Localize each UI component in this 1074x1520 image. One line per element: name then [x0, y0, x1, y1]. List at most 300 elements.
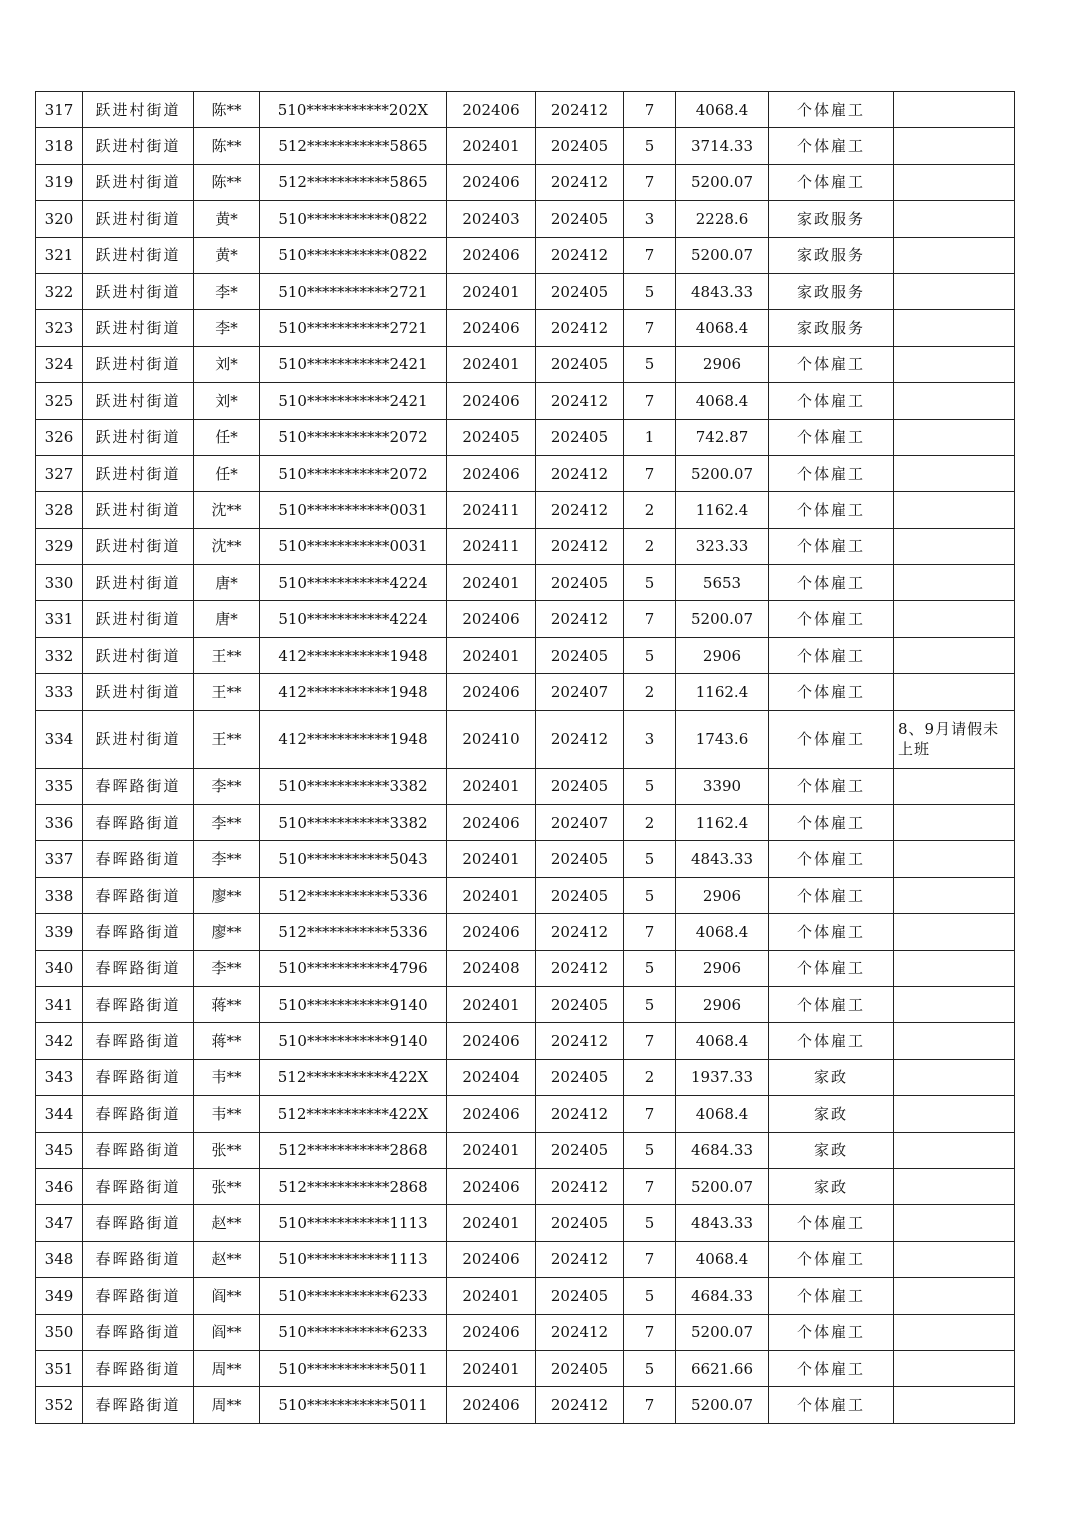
note-cell [894, 1168, 1015, 1204]
street-cell: 跃进村街道 [83, 492, 194, 528]
note-cell [894, 92, 1015, 128]
row-number-cell: 317 [36, 92, 83, 128]
table-row [36, 710, 1015, 768]
end-month-cell: 202412 [536, 92, 624, 128]
start-month-cell: 202401 [447, 768, 536, 804]
name-cell: 李** [194, 805, 260, 841]
end-month-cell: 202412 [536, 1168, 624, 1204]
end-month-cell: 202405 [536, 1350, 624, 1386]
street-cell: 跃进村街道 [83, 92, 194, 128]
end-month-cell: 202412 [536, 601, 624, 637]
id-number-cell: 412***********1948 [260, 637, 447, 673]
job-type-cell: 个体雇工 [769, 1314, 894, 1350]
name-cell: 周** [194, 1350, 260, 1386]
end-month-cell: 202412 [536, 710, 624, 768]
note-cell [894, 877, 1015, 913]
months-count-cell: 5 [624, 1132, 676, 1168]
table-row [36, 1278, 1015, 1314]
table-row [36, 273, 1015, 309]
id-number-cell: 510***********6233 [260, 1314, 447, 1350]
end-month-cell: 202412 [536, 237, 624, 273]
id-number-cell: 512***********2868 [260, 1132, 447, 1168]
end-month-cell: 202412 [536, 1241, 624, 1277]
street-cell: 春晖路街道 [83, 805, 194, 841]
street-cell: 春晖路街道 [83, 1023, 194, 1059]
months-count-cell: 7 [624, 1314, 676, 1350]
months-count-cell: 7 [624, 455, 676, 491]
note-cell [894, 237, 1015, 273]
row-number-cell: 318 [36, 128, 83, 164]
table-row [36, 1168, 1015, 1204]
id-number-cell: 510***********9140 [260, 1023, 447, 1059]
row-number-cell: 344 [36, 1096, 83, 1132]
table-row [36, 805, 1015, 841]
table-row [36, 164, 1015, 200]
amount-cell: 5653 [676, 565, 769, 601]
months-count-cell: 5 [624, 1205, 676, 1241]
start-month-cell: 202406 [447, 805, 536, 841]
start-month-cell: 202406 [447, 1314, 536, 1350]
amount-cell: 5200.07 [676, 1168, 769, 1204]
months-count-cell: 3 [624, 710, 676, 768]
amount-cell: 4068.4 [676, 1023, 769, 1059]
street-cell: 春晖路街道 [83, 841, 194, 877]
start-month-cell: 202401 [447, 565, 536, 601]
start-month-cell: 202406 [447, 455, 536, 491]
months-count-cell: 5 [624, 128, 676, 164]
amount-cell: 5200.07 [676, 1387, 769, 1423]
table-row [36, 1096, 1015, 1132]
table-row [36, 1132, 1015, 1168]
start-month-cell: 202406 [447, 164, 536, 200]
start-month-cell: 202401 [447, 877, 536, 913]
months-count-cell: 3 [624, 201, 676, 237]
amount-cell: 5200.07 [676, 164, 769, 200]
name-cell: 廖** [194, 914, 260, 950]
street-cell: 跃进村街道 [83, 565, 194, 601]
id-number-cell: 512***********5336 [260, 914, 447, 950]
name-cell: 李** [194, 950, 260, 986]
row-number-cell: 350 [36, 1314, 83, 1350]
row-number-cell: 336 [36, 805, 83, 841]
name-cell: 廖** [194, 877, 260, 913]
street-cell: 跃进村街道 [83, 164, 194, 200]
row-number-cell: 320 [36, 201, 83, 237]
start-month-cell: 202401 [447, 346, 536, 382]
street-cell: 春晖路街道 [83, 1059, 194, 1095]
job-type-cell: 个体雇工 [769, 805, 894, 841]
job-type-cell: 个体雇工 [769, 128, 894, 164]
note-cell [894, 1387, 1015, 1423]
street-cell: 跃进村街道 [83, 637, 194, 673]
name-cell: 李* [194, 310, 260, 346]
name-cell: 周** [194, 1387, 260, 1423]
note-cell [894, 1132, 1015, 1168]
name-cell: 韦** [194, 1096, 260, 1132]
start-month-cell: 202401 [447, 1350, 536, 1386]
id-number-cell: 510***********2072 [260, 419, 447, 455]
note-cell [894, 1350, 1015, 1386]
end-month-cell: 202405 [536, 841, 624, 877]
months-count-cell: 5 [624, 841, 676, 877]
job-type-cell: 家政服务 [769, 310, 894, 346]
months-count-cell: 7 [624, 310, 676, 346]
start-month-cell: 202401 [447, 1205, 536, 1241]
street-cell: 春晖路街道 [83, 1168, 194, 1204]
amount-cell: 4068.4 [676, 914, 769, 950]
note-cell [894, 419, 1015, 455]
note-cell [894, 492, 1015, 528]
street-cell: 跃进村街道 [83, 128, 194, 164]
table-row [36, 1059, 1015, 1095]
street-cell: 跃进村街道 [83, 601, 194, 637]
table-row [36, 1387, 1015, 1423]
table-row [36, 419, 1015, 455]
amount-cell: 4068.4 [676, 92, 769, 128]
months-count-cell: 2 [624, 528, 676, 564]
table-row [36, 1350, 1015, 1386]
row-number-cell: 337 [36, 841, 83, 877]
months-count-cell: 7 [624, 1168, 676, 1204]
start-month-cell: 202401 [447, 986, 536, 1022]
job-type-cell: 个体雇工 [769, 601, 894, 637]
id-number-cell: 510***********9140 [260, 986, 447, 1022]
months-count-cell: 7 [624, 601, 676, 637]
job-type-cell: 个体雇工 [769, 841, 894, 877]
end-month-cell: 202412 [536, 1314, 624, 1350]
row-number-cell: 339 [36, 914, 83, 950]
id-number-cell: 512***********5336 [260, 877, 447, 913]
note-cell [894, 950, 1015, 986]
name-cell: 陈** [194, 128, 260, 164]
street-cell: 春晖路街道 [83, 1278, 194, 1314]
start-month-cell: 202406 [447, 1387, 536, 1423]
row-number-cell: 334 [36, 710, 83, 768]
end-month-cell: 202405 [536, 419, 624, 455]
amount-cell: 5200.07 [676, 601, 769, 637]
note-cell [894, 674, 1015, 710]
street-cell: 春晖路街道 [83, 1132, 194, 1168]
table-row [36, 914, 1015, 950]
table-row [36, 601, 1015, 637]
amount-cell: 3714.33 [676, 128, 769, 164]
table-row [36, 346, 1015, 382]
note-cell [894, 1059, 1015, 1095]
row-number-cell: 349 [36, 1278, 83, 1314]
amount-cell: 4843.33 [676, 841, 769, 877]
street-cell: 跃进村街道 [83, 310, 194, 346]
months-count-cell: 5 [624, 565, 676, 601]
months-count-cell: 7 [624, 237, 676, 273]
start-month-cell: 202403 [447, 201, 536, 237]
id-number-cell: 510***********0031 [260, 528, 447, 564]
end-month-cell: 202412 [536, 1096, 624, 1132]
row-number-cell: 345 [36, 1132, 83, 1168]
id-number-cell: 510***********3382 [260, 805, 447, 841]
table-row [36, 565, 1015, 601]
months-count-cell: 2 [624, 805, 676, 841]
job-type-cell: 个体雇工 [769, 768, 894, 804]
end-month-cell: 202412 [536, 914, 624, 950]
months-count-cell: 7 [624, 1241, 676, 1277]
note-cell [894, 841, 1015, 877]
amount-cell: 1937.33 [676, 1059, 769, 1095]
start-month-cell: 202405 [447, 419, 536, 455]
note-cell [894, 601, 1015, 637]
row-number-cell: 347 [36, 1205, 83, 1241]
name-cell: 赵** [194, 1241, 260, 1277]
note-cell [894, 1205, 1015, 1241]
end-month-cell: 202412 [536, 492, 624, 528]
street-cell: 春晖路街道 [83, 950, 194, 986]
name-cell: 阎** [194, 1314, 260, 1350]
job-type-cell: 家政服务 [769, 237, 894, 273]
id-number-cell: 412***********1948 [260, 674, 447, 710]
start-month-cell: 202406 [447, 310, 536, 346]
amount-cell: 742.87 [676, 419, 769, 455]
table-row [36, 1241, 1015, 1277]
months-count-cell: 7 [624, 164, 676, 200]
months-count-cell: 2 [624, 674, 676, 710]
months-count-cell: 1 [624, 419, 676, 455]
start-month-cell: 202406 [447, 1168, 536, 1204]
start-month-cell: 202401 [447, 637, 536, 673]
job-type-cell: 家政 [769, 1096, 894, 1132]
note-cell [894, 528, 1015, 564]
street-cell: 跃进村街道 [83, 383, 194, 419]
job-type-cell: 个体雇工 [769, 565, 894, 601]
job-type-cell: 个体雇工 [769, 1023, 894, 1059]
street-cell: 跃进村街道 [83, 528, 194, 564]
row-number-cell: 351 [36, 1350, 83, 1386]
table-row [36, 768, 1015, 804]
row-number-cell: 328 [36, 492, 83, 528]
start-month-cell: 202406 [447, 92, 536, 128]
row-number-cell: 341 [36, 986, 83, 1022]
start-month-cell: 202401 [447, 1278, 536, 1314]
note-cell [894, 273, 1015, 309]
name-cell: 任* [194, 455, 260, 491]
row-number-cell: 329 [36, 528, 83, 564]
months-count-cell: 5 [624, 1350, 676, 1386]
end-month-cell: 202405 [536, 565, 624, 601]
name-cell: 王** [194, 710, 260, 768]
row-number-cell: 319 [36, 164, 83, 200]
id-number-cell: 510***********1113 [260, 1241, 447, 1277]
end-month-cell: 202405 [536, 128, 624, 164]
row-number-cell: 346 [36, 1168, 83, 1204]
months-count-cell: 5 [624, 1278, 676, 1314]
street-cell: 跃进村街道 [83, 237, 194, 273]
note-cell [894, 768, 1015, 804]
start-month-cell: 202410 [447, 710, 536, 768]
id-number-cell: 512***********422X [260, 1096, 447, 1132]
job-type-cell: 个体雇工 [769, 914, 894, 950]
table-row [36, 528, 1015, 564]
row-number-cell: 330 [36, 565, 83, 601]
id-number-cell: 512***********5865 [260, 128, 447, 164]
table-row [36, 986, 1015, 1022]
table-row [36, 237, 1015, 273]
start-month-cell: 202406 [447, 1023, 536, 1059]
end-month-cell: 202405 [536, 201, 624, 237]
table-row [36, 1023, 1015, 1059]
id-number-cell: 510***********2721 [260, 310, 447, 346]
amount-cell: 1743.6 [676, 710, 769, 768]
end-month-cell: 202405 [536, 1059, 624, 1095]
street-cell: 春晖路街道 [83, 1350, 194, 1386]
job-type-cell: 家政服务 [769, 201, 894, 237]
amount-cell: 4684.33 [676, 1132, 769, 1168]
row-number-cell: 335 [36, 768, 83, 804]
note-cell [894, 914, 1015, 950]
id-number-cell: 510***********2072 [260, 455, 447, 491]
id-number-cell: 510***********202X [260, 92, 447, 128]
job-type-cell: 个体雇工 [769, 986, 894, 1022]
job-type-cell: 个体雇工 [769, 383, 894, 419]
job-type-cell: 个体雇工 [769, 164, 894, 200]
amount-cell: 1162.4 [676, 805, 769, 841]
id-number-cell: 510***********2721 [260, 273, 447, 309]
amount-cell: 5200.07 [676, 237, 769, 273]
name-cell: 刘* [194, 383, 260, 419]
amount-cell: 323.33 [676, 528, 769, 564]
street-cell: 跃进村街道 [83, 346, 194, 382]
job-type-cell: 家政 [769, 1059, 894, 1095]
end-month-cell: 202405 [536, 986, 624, 1022]
row-number-cell: 324 [36, 346, 83, 382]
name-cell: 阎** [194, 1278, 260, 1314]
table-row [36, 1205, 1015, 1241]
job-type-cell: 个体雇工 [769, 1241, 894, 1277]
street-cell: 春晖路街道 [83, 877, 194, 913]
note-cell [894, 383, 1015, 419]
end-month-cell: 202412 [536, 528, 624, 564]
months-count-cell: 5 [624, 877, 676, 913]
job-type-cell: 个体雇工 [769, 710, 894, 768]
street-cell: 跃进村街道 [83, 455, 194, 491]
id-number-cell: 412***********1948 [260, 710, 447, 768]
table-row [36, 841, 1015, 877]
months-count-cell: 5 [624, 986, 676, 1022]
id-number-cell: 510***********4796 [260, 950, 447, 986]
id-number-cell: 510***********4224 [260, 601, 447, 637]
start-month-cell: 202406 [447, 1241, 536, 1277]
row-number-cell: 321 [36, 237, 83, 273]
name-cell: 李* [194, 273, 260, 309]
roster-body [36, 92, 1015, 1424]
note-cell [894, 805, 1015, 841]
table-row [36, 455, 1015, 491]
job-type-cell: 个体雇工 [769, 346, 894, 382]
row-number-cell: 327 [36, 455, 83, 491]
row-number-cell: 333 [36, 674, 83, 710]
table-row [36, 310, 1015, 346]
end-month-cell: 202405 [536, 768, 624, 804]
amount-cell: 4068.4 [676, 383, 769, 419]
amount-cell: 2906 [676, 637, 769, 673]
name-cell: 陈** [194, 164, 260, 200]
id-number-cell: 512***********422X [260, 1059, 447, 1095]
job-type-cell: 个体雇工 [769, 637, 894, 673]
job-type-cell: 个体雇工 [769, 92, 894, 128]
name-cell: 唐* [194, 601, 260, 637]
table-row [36, 383, 1015, 419]
amount-cell: 5200.07 [676, 1314, 769, 1350]
row-number-cell: 340 [36, 950, 83, 986]
end-month-cell: 202405 [536, 346, 624, 382]
table-row [36, 674, 1015, 710]
job-type-cell: 家政服务 [769, 273, 894, 309]
id-number-cell: 510***********0822 [260, 237, 447, 273]
row-number-cell: 332 [36, 637, 83, 673]
end-month-cell: 202405 [536, 1132, 624, 1168]
months-count-cell: 7 [624, 914, 676, 950]
row-number-cell: 352 [36, 1387, 83, 1423]
name-cell: 陈** [194, 92, 260, 128]
start-month-cell: 202401 [447, 273, 536, 309]
note-cell [894, 164, 1015, 200]
months-count-cell: 5 [624, 273, 676, 309]
note-cell [894, 1314, 1015, 1350]
name-cell: 李** [194, 841, 260, 877]
amount-cell: 5200.07 [676, 455, 769, 491]
start-month-cell: 202406 [447, 601, 536, 637]
name-cell: 张** [194, 1168, 260, 1204]
note-cell [894, 1241, 1015, 1277]
name-cell: 任* [194, 419, 260, 455]
id-number-cell: 510***********2421 [260, 383, 447, 419]
months-count-cell: 2 [624, 492, 676, 528]
table-row [36, 492, 1015, 528]
start-month-cell: 202401 [447, 1132, 536, 1168]
job-type-cell: 个体雇工 [769, 455, 894, 491]
street-cell: 跃进村街道 [83, 201, 194, 237]
amount-cell: 2906 [676, 986, 769, 1022]
months-count-cell: 7 [624, 1096, 676, 1132]
job-type-cell: 家政 [769, 1168, 894, 1204]
name-cell: 赵** [194, 1205, 260, 1241]
street-cell: 春晖路街道 [83, 1387, 194, 1423]
note-cell [894, 637, 1015, 673]
end-month-cell: 202405 [536, 637, 624, 673]
name-cell: 沈** [194, 528, 260, 564]
id-number-cell: 512***********2868 [260, 1168, 447, 1204]
table-row [36, 950, 1015, 986]
row-number-cell: 331 [36, 601, 83, 637]
id-number-cell: 510***********0822 [260, 201, 447, 237]
start-month-cell: 202406 [447, 383, 536, 419]
table-row [36, 637, 1015, 673]
row-number-cell: 342 [36, 1023, 83, 1059]
job-type-cell: 个体雇工 [769, 950, 894, 986]
table-row [36, 92, 1015, 128]
street-cell: 春晖路街道 [83, 986, 194, 1022]
months-count-cell: 2 [624, 1059, 676, 1095]
row-number-cell: 343 [36, 1059, 83, 1095]
street-cell: 跃进村街道 [83, 419, 194, 455]
job-type-cell: 个体雇工 [769, 877, 894, 913]
name-cell: 王** [194, 637, 260, 673]
id-number-cell: 510***********5011 [260, 1350, 447, 1386]
amount-cell: 2906 [676, 950, 769, 986]
street-cell: 春晖路街道 [83, 914, 194, 950]
note-cell [894, 128, 1015, 164]
start-month-cell: 202411 [447, 492, 536, 528]
amount-cell: 6621.66 [676, 1350, 769, 1386]
amount-cell: 4068.4 [676, 310, 769, 346]
street-cell: 跃进村街道 [83, 674, 194, 710]
